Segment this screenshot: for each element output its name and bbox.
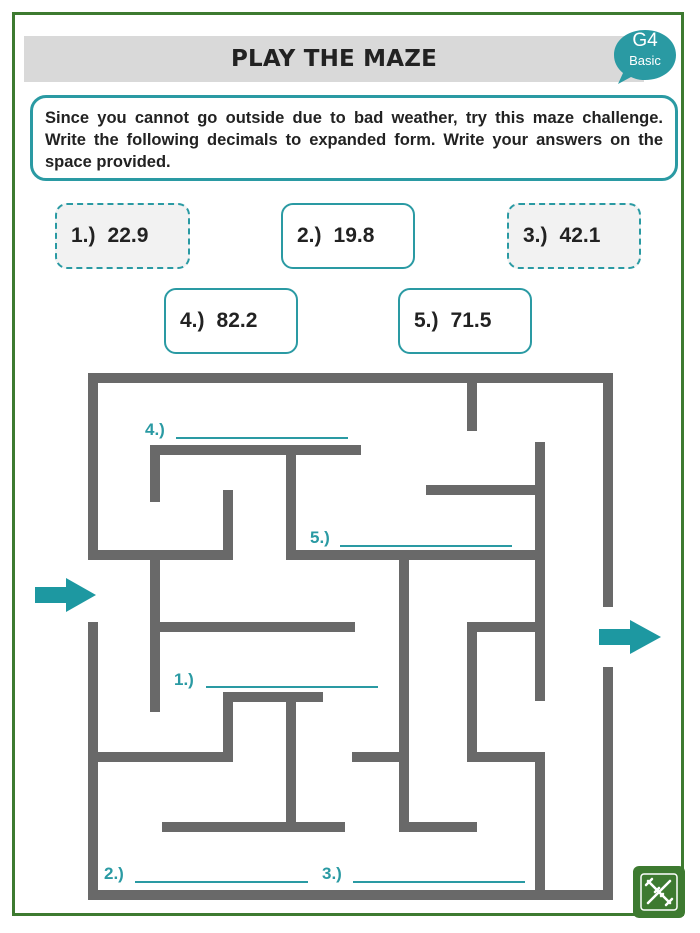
question-4-label: 4.)	[180, 309, 205, 332]
answer-5-field[interactable]	[340, 545, 512, 547]
answer-5-label: 5.)	[310, 528, 330, 547]
question-1-label: 1.)	[71, 224, 96, 247]
grade-label: G4	[632, 30, 658, 51]
answer-3-field[interactable]	[353, 881, 525, 883]
tools-icon	[633, 866, 685, 918]
answer-2-field[interactable]	[135, 881, 308, 883]
question-3-label: 3.)	[523, 224, 548, 247]
answer-4-field[interactable]	[176, 437, 348, 439]
question-4-value: 82.2	[216, 309, 258, 332]
level-label: Basic	[629, 53, 661, 68]
instructions-box: Since you cannot go outside due to bad weather, try this maze challenge. Write the following decimals to expanded form. Write your answers on the space provided.	[30, 95, 678, 181]
page-title: PLAY THE MAZE	[230, 46, 438, 72]
maze-walls	[93, 378, 608, 895]
question-5-label: 5.)	[414, 309, 439, 332]
answer-4-label: 4.)	[145, 420, 165, 439]
answer-1-label: 1.)	[174, 670, 194, 689]
question-5-value: 71.5	[450, 309, 492, 332]
question-1-value: 22.9	[107, 224, 149, 247]
answer-2-label: 2.)	[104, 864, 124, 883]
arrow-right-icon	[599, 620, 661, 654]
question-2-label: 2.)	[297, 224, 322, 247]
question-2-value: 19.8	[333, 224, 375, 247]
answer-1-field[interactable]	[206, 686, 378, 688]
answer-3-label: 3.)	[322, 864, 342, 883]
logo	[633, 866, 685, 918]
arrow-right-icon	[35, 578, 96, 612]
question-3-value: 42.1	[559, 224, 601, 247]
